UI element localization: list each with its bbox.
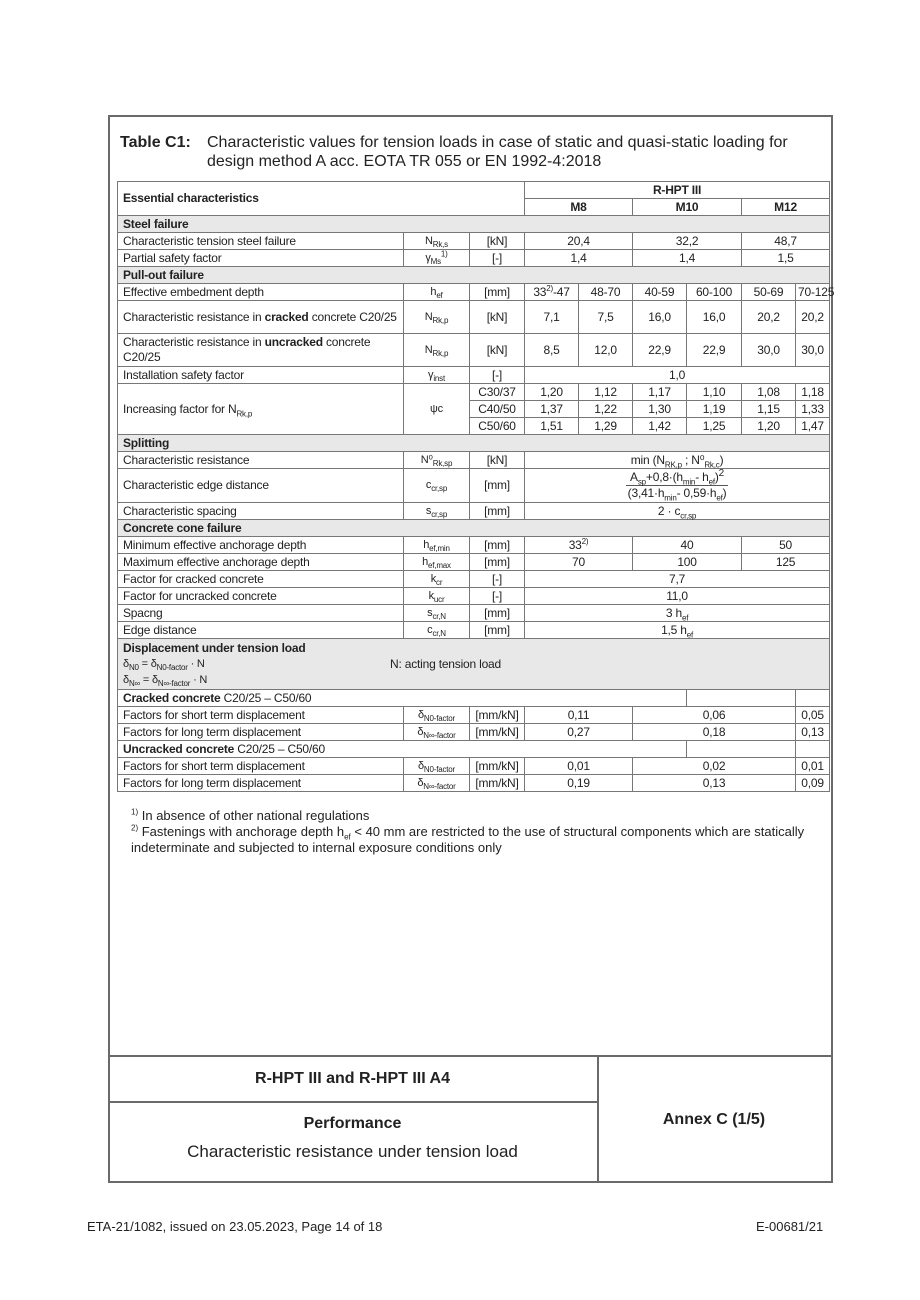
characteristics-table (117, 181, 835, 792)
section-title: Splitting (118, 435, 830, 452)
table-row (118, 367, 830, 384)
row-symbol: $N_{Rk,p}$ (404, 334, 470, 367)
section-pullout (118, 267, 830, 284)
row-symbol: $s_{cr,sp}$ (404, 503, 470, 520)
row-label: Spacng (118, 605, 404, 622)
table-row (118, 233, 830, 250)
value-cell: 1,0 (525, 367, 830, 384)
value-cell: 1,33 (796, 401, 830, 418)
section-block (108, 1103, 599, 1183)
row-label: Characteristic resistance in uncracked concrete C20/25 (118, 334, 404, 367)
row-unit: [kN] (470, 452, 525, 469)
section-cone (118, 520, 830, 537)
row-label: Characteristic resistance in cracked concrete C20/25 (118, 301, 404, 334)
row-label: Characteristic resistance (118, 452, 404, 469)
row-label: Minimum effective anchorage depth (118, 537, 404, 554)
row-label: Characteristic tension steel failure (118, 233, 404, 250)
value-cell: 1,4 (525, 250, 633, 267)
header-essential: Essential characteristics (118, 182, 525, 216)
row-symbol: $\delta_{N0-factor}$ (404, 758, 470, 775)
row-symbol: $h_{ef}$ (404, 284, 470, 301)
product-name: R-HPT III and R-HPT III A4 (108, 1057, 599, 1103)
formula-short: $\delta_{N0} = \delta_{N0-factor} \cdot N$ (123, 658, 205, 673)
value-cell: $\min (N_{RK,p}$ ; $N^0_{Rk,c}$) (525, 452, 830, 469)
value-cell: 20,2 (742, 301, 796, 334)
row-unit: [-] (470, 367, 525, 384)
section-title: Pull-out failure (118, 267, 830, 284)
table-row (118, 537, 830, 554)
value-cell: 22,9 (687, 334, 742, 367)
value-cell: 48,7 (742, 233, 830, 250)
caption-text: Characteristic values for tension loads in case of static and quasi-static loading for design method A acc. EOTA TR 055 or EN 1992-4:2018 (207, 134, 788, 170)
value-cell: $2 \cdot c_{cr,sp}$ (525, 503, 830, 520)
value-cell: 125 (742, 554, 830, 571)
value-cell: 40 (633, 537, 742, 554)
value-cell: 0,06 (633, 707, 796, 724)
subsection-title: Uncracked concrete C20/25 – C50/60 (118, 741, 525, 758)
footnotes (131, 808, 851, 856)
value-cell: 16,0 (633, 301, 687, 334)
row-symbol: $h_{ef,max}$ (404, 554, 470, 571)
subsection-uncracked (118, 741, 830, 758)
table-row (118, 707, 830, 724)
value-cell: 1,47 (796, 418, 830, 435)
formula-long: $\delta_{N\infty} = \delta_{N\infty-factor} \cdot N$ (123, 674, 208, 689)
value-cell: 1,12 (579, 384, 633, 401)
value-cell: 20,4 (525, 233, 633, 250)
row-unit: [kN] (470, 334, 525, 367)
value-cell: 0,09 (796, 775, 830, 792)
row-unit: [mm/kN] (470, 775, 525, 792)
caption-label: Table C1: (120, 134, 191, 151)
row-symbol: $s_{cr,N}$ (404, 605, 470, 622)
value-cell: 1,15 (742, 401, 796, 418)
table-row (118, 622, 830, 639)
table-row (118, 571, 830, 588)
section-displacement (118, 639, 830, 690)
section-name: Performance (303, 1115, 402, 1132)
row-symbol: $k_{cr}$ (404, 571, 470, 588)
value-cell: 40-59 (633, 284, 687, 301)
value-cell: 0,01 (525, 758, 633, 775)
value-cell: 7,7 (525, 571, 830, 588)
annex-label: Annex C (1/5) (662, 1111, 766, 1128)
value-cell: 1,30 (633, 401, 687, 418)
row-label: Factors for short term displacement (118, 707, 404, 724)
value-cell: 20,2 (796, 301, 830, 334)
row-symbol: $c_{cr,N}$ (404, 622, 470, 639)
row-symbol: $c_{cr,sp}$ (404, 469, 470, 503)
table-row (118, 588, 830, 605)
row-unit: [kN] (470, 301, 525, 334)
grade-cell: C50/60 (470, 418, 525, 435)
row-symbol: $k_{ucr}$ (404, 588, 470, 605)
value-cell: 0,01 (796, 758, 830, 775)
table-row (118, 758, 830, 775)
page-footer-right: E-00681/21 (756, 1219, 824, 1234)
row-unit: [mm/kN] (470, 707, 525, 724)
value-cell: 22,9 (633, 334, 687, 367)
header-row (118, 182, 830, 199)
edge-distance-formula: $\frac{A_{sp}+0,8\cdot(h_{min}- h_{ef})^2}{(3,41\cdot h_{min}- 0,59\cdot h_{ef})}$ (525, 469, 830, 503)
row-unit: [mm] (470, 537, 525, 554)
value-cell: 1,4 (633, 250, 742, 267)
table-row (118, 554, 830, 571)
value-cell: 70-125 (796, 284, 830, 301)
table-row (118, 384, 830, 401)
value-cell: 1,37 (525, 401, 579, 418)
value-cell: 50-69 (742, 284, 796, 301)
value-cell: 7,5 (579, 301, 633, 334)
value-cell: 0,05 (796, 707, 830, 724)
value-cell: 1,51 (525, 418, 579, 435)
table-row (118, 775, 830, 792)
row-symbol: $\gamma_{Ms}^{1)}$ (404, 250, 470, 267)
grade-cell: C30/37 (470, 384, 525, 401)
row-unit: [mm] (470, 605, 525, 622)
table-row (118, 724, 830, 741)
annex-title-block (108, 1055, 833, 1183)
value-cell: 3 $h_{ef}$ (525, 605, 830, 622)
row-symbol: $\delta_{N0-factor}$ (404, 707, 470, 724)
value-cell: 0,11 (525, 707, 633, 724)
row-label: Partial safety factor (118, 250, 404, 267)
subsection-title: Cracked concrete C20/25 – C50/60 (118, 690, 525, 707)
row-label: Characteristic edge distance (118, 469, 404, 503)
row-unit: [-] (470, 250, 525, 267)
row-label: Factors for long term displacement (118, 724, 404, 741)
value-cell: 1,5 (742, 250, 830, 267)
header-size-m12: M12 (742, 199, 830, 216)
row-label: Factors for short term displacement (118, 758, 404, 775)
table-row (118, 452, 830, 469)
row-unit: [mm] (470, 503, 525, 520)
row-label: Increasing factor for $N_{Rk,p}$ (118, 384, 404, 435)
value-cell: 8,5 (525, 334, 579, 367)
row-label: Effective embedment depth (118, 284, 404, 301)
section-description: Characteristic resistance under tension load (187, 1142, 518, 1161)
value-cell: 7,1 (525, 301, 579, 334)
row-label: Factor for uncracked concrete (118, 588, 404, 605)
value-cell: 32,2 (633, 233, 742, 250)
acting-load-note: N: acting tension load (390, 657, 502, 671)
table-row (118, 334, 830, 367)
value-cell: 0,27 (525, 724, 633, 741)
value-cell: 1,20 (742, 418, 796, 435)
row-symbol: $N_{Rk,p}$ (404, 301, 470, 334)
row-unit: [mm/kN] (470, 758, 525, 775)
row-unit: [mm] (470, 284, 525, 301)
value-cell: 12,0 (579, 334, 633, 367)
footnote-2: $^{2)}$ Fastenings with anchorage depth $h_{ef} < 40$ mm are restricted to the use of structural components which are statically indeterminate and subjected to internal exposure conditions only (131, 823, 805, 855)
row-unit: [-] (470, 571, 525, 588)
row-unit: [-] (470, 588, 525, 605)
value-cell: 50 (742, 537, 830, 554)
value-cell: 70 (525, 554, 633, 571)
value-cell: 1,5 $h_{ef}$ (525, 622, 830, 639)
subsection-cracked (118, 690, 830, 707)
value-cell: 0,19 (525, 775, 633, 792)
value-cell: 11,0 (525, 588, 830, 605)
value-cell: 1,19 (687, 401, 742, 418)
row-symbol: $h_{ef,min}$ (404, 537, 470, 554)
row-unit: [mm] (470, 469, 525, 503)
value-cell: 1,18 (796, 384, 830, 401)
row-label: Maximum effective anchorage depth (118, 554, 404, 571)
row-unit: [mm] (470, 622, 525, 639)
value-cell: 60-100 (687, 284, 742, 301)
row-label: Factor for cracked concrete (118, 571, 404, 588)
table-row (118, 503, 830, 520)
value-cell: 1,22 (579, 401, 633, 418)
section-splitting (118, 435, 830, 452)
footnote-1: $^{1)}$ In absence of other national regulations (131, 807, 370, 823)
row-symbol: $\delta_{N\infty-factor}$ (404, 775, 470, 792)
section-title: Concrete cone failure (118, 520, 830, 537)
section-title: Steel failure (118, 216, 830, 233)
row-label: Characteristic spacing (118, 503, 404, 520)
table-row (118, 605, 830, 622)
section-title: Displacement under tension load (123, 641, 306, 655)
row-symbol: $\gamma_{inst}$ (404, 367, 470, 384)
row-unit: [kN] (470, 233, 525, 250)
row-symbol: $\delta_{N\infty-factor}$ (404, 724, 470, 741)
row-label: Installation safety factor (118, 367, 404, 384)
value-cell: 30,0 (796, 334, 830, 367)
value-cell: 30,0 (742, 334, 796, 367)
value-cell: 33$^{2)}$-47 (525, 284, 579, 301)
grade-cell: C40/50 (470, 401, 525, 418)
row-unit: [mm/kN] (470, 724, 525, 741)
section-steel (118, 216, 830, 233)
displacement-header (118, 639, 830, 690)
value-cell: 1,42 (633, 418, 687, 435)
row-unit: [mm] (470, 554, 525, 571)
value-cell: 0,13 (633, 775, 796, 792)
value-cell: 1,20 (525, 384, 579, 401)
value-cell: 1,29 (579, 418, 633, 435)
table-caption (120, 133, 830, 170)
table-row (118, 301, 830, 334)
value-cell: 33$^{2)}$ (525, 537, 633, 554)
row-label: Edge distance (118, 622, 404, 639)
table-row (118, 284, 830, 301)
row-symbol: $N_{Rk,s}$ (404, 233, 470, 250)
value-cell: 1,25 (687, 418, 742, 435)
header-product: R-HPT III (525, 182, 830, 199)
table-row (118, 250, 830, 267)
value-cell: 1,10 (687, 384, 742, 401)
value-cell: 48-70 (579, 284, 633, 301)
header-size-m8: M8 (525, 199, 633, 216)
value-cell: 0,18 (633, 724, 796, 741)
row-symbol: $N^0_{Rk,sp}$ (404, 452, 470, 469)
value-cell: 1,08 (742, 384, 796, 401)
value-cell: 16,0 (687, 301, 742, 334)
value-cell: 100 (633, 554, 742, 571)
row-label: Factors for long term displacement (118, 775, 404, 792)
header-size-m10: M10 (633, 199, 742, 216)
value-cell: 0,13 (796, 724, 830, 741)
value-cell: 1,17 (633, 384, 687, 401)
value-cell: 0,02 (633, 758, 796, 775)
row-symbol: ψc (404, 384, 470, 435)
page-footer-left: ETA-21/1082, issued on 23.05.2023, Page 14 of 18 (87, 1219, 383, 1234)
table-row (118, 469, 830, 503)
